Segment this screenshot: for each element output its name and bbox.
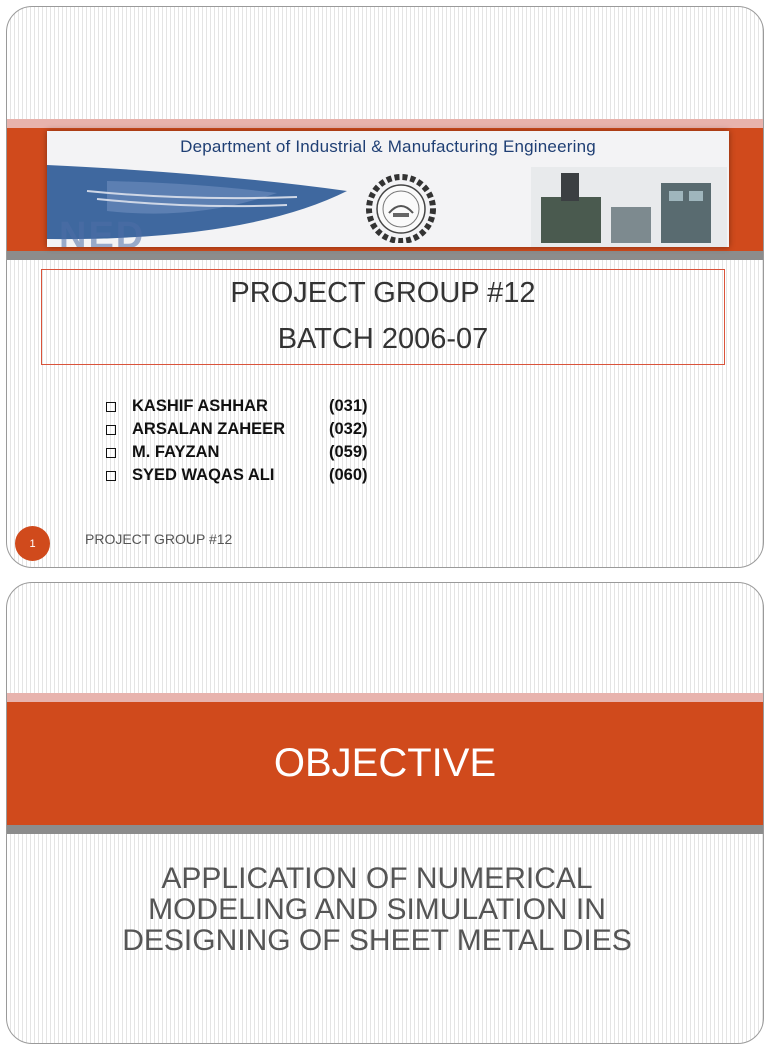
batch-title: BATCH 2006-07 [277,323,489,355]
member-item [106,418,368,441]
objective-body: APPLICATION OF NUMERICAL MODELING AND SIMULATION IN DESIGNING OF SHEET METAL DIES [122,862,632,957]
member-name: SYED WAQAS ALI [132,466,275,484]
checkbox-bullet-icon [106,402,116,412]
band-bottom [7,825,763,834]
slide-1[interactable] [6,6,764,568]
member-roll: (032) [329,420,368,438]
slide-2[interactable] [6,582,764,1044]
member-roll: (059) [329,443,368,461]
member-name: M. FAYZAN [132,443,220,461]
department-banner [47,131,729,247]
project-group-title: PROJECT GROUP #12 [230,277,536,309]
member-name: KASHIF ASHHAR [132,397,268,415]
member-item [106,441,368,464]
slide-number-badge: 1 [15,526,50,561]
slide-footer: PROJECT GROUP #12 [85,531,233,547]
member-item [106,464,368,487]
machine-photo [531,167,727,247]
project-title-box [41,269,725,365]
checkbox-bullet-icon [106,471,116,481]
member-roll: (060) [329,466,368,484]
member-item [106,395,368,418]
objective-heading: OBJECTIVE [273,741,497,785]
checkbox-bullet-icon [106,425,116,435]
university-seal-icon [343,173,459,243]
band-top [7,693,763,702]
member-list [106,395,368,487]
checkbox-bullet-icon [106,448,116,458]
member-name: ARSALAN ZAHEER [132,420,286,438]
band-top [7,119,763,128]
banner-title: Department of Industrial & Manufacturing Engineering [180,137,596,156]
member-roll: (031) [329,397,368,415]
ned-logo-text: NED [59,215,146,247]
band-bottom [7,251,763,260]
